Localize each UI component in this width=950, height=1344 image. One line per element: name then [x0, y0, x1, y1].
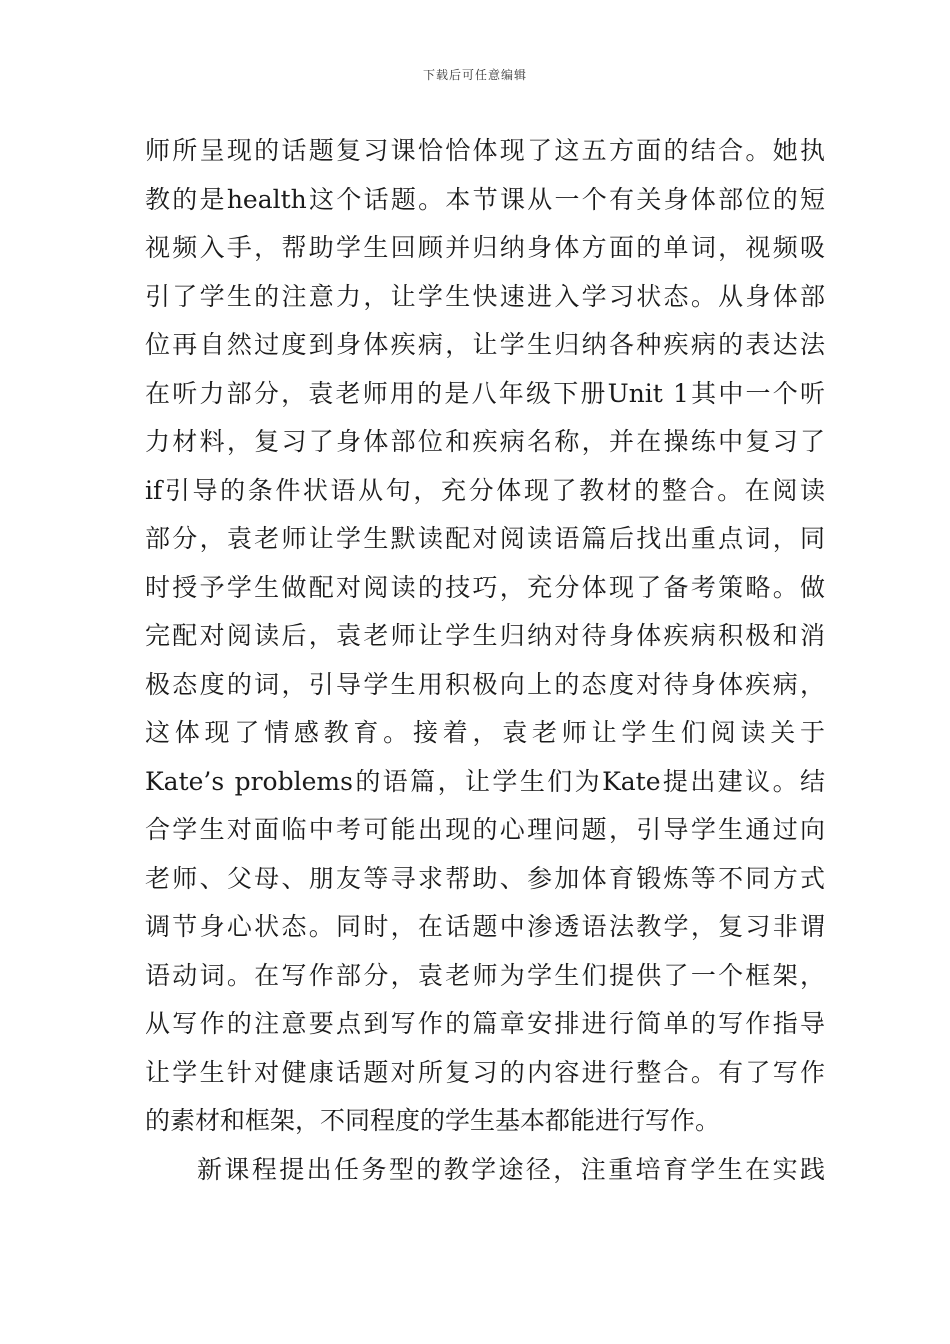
text-line: 力材料，复习了身体部位和疾病名称，并在操练中复习了 [145, 427, 825, 456]
text-line: 时授予学生做配对阅读的技巧，充分体现了备考策略。做 [145, 572, 825, 602]
text-line: 部分，袁老师让学生默读配对阅读语篇后找出重点词，同 [145, 524, 825, 553]
paragraph-end-line: 的素材和框架，不同程度的学生基本都能进行写作。 [145, 1106, 721, 1135]
text-line: 老师、父母、朋友等寻求帮助、参加体育锻炼等不同方式 [145, 863, 825, 893]
paragraph-start-line: 新课程提出任务型的教学途径，注重培育学生在实践 [197, 1154, 825, 1184]
text-line: 合学生对面临中考可能出现的心理问题，引导学生通过向 [145, 815, 825, 844]
text-line: 调节身心状态。同时，在话题中渗透语法教学，复习非谓 [145, 912, 825, 941]
text-line: 位再自然过度到身体疾病，让学生归纳各种疾病的表达法 [145, 330, 825, 359]
text-line: 让学生针对健康话题对所复习的内容进行整合。有了写作 [145, 1057, 825, 1087]
text-line: Kate’s problems的语篇，让学生们为Kate提出建议。结 [145, 766, 825, 796]
text-line: 引了学生的注意力，让学生快速进入学习状态。从身体部 [145, 281, 825, 311]
text-line: 从写作的注意要点到写作的篇章安排进行简单的写作指导 [145, 1009, 825, 1038]
text-line: 极态度的词，引导学生用积极向上的态度对待身体疾病， [145, 669, 825, 699]
text-line: 语动词。在写作部分，袁老师为学生们提供了一个框架， [145, 960, 825, 990]
text-line: if引导的条件状语从句，充分体现了教材的整合。在阅读 [145, 475, 825, 505]
text-line: 这体现了情感教育。接着，袁老师让学生们阅读关于 [145, 718, 825, 747]
text-line: 完配对阅读后，袁老师让学生归纳对待身体疾病积极和消 [145, 621, 825, 650]
text-line: 视频入手，帮助学生回顾并归纳身体方面的单词，视频吸 [145, 233, 825, 262]
text-line: 师所呈现的话题复习课恰恰体现了这五方面的结合。她执 [145, 136, 825, 165]
text-line: 在听力部分，袁老师用的是八年级下册Unit 1其中一个听 [145, 378, 825, 408]
page-header: 下载后可任意编辑 [422, 68, 527, 82]
text-line: 教的是health这个话题。本节课从一个有关身体部位的短 [145, 184, 825, 214]
body-text [145, 127, 825, 1194]
